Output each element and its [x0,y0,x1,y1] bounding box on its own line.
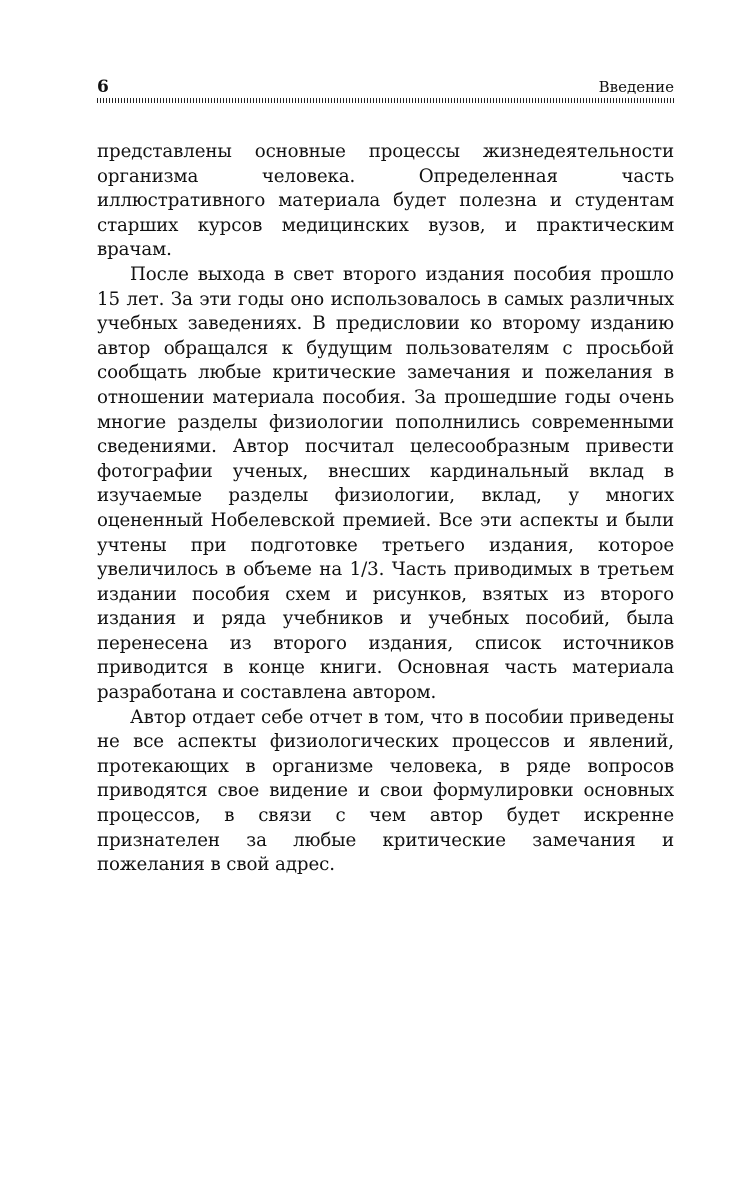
paragraph-continuation: представлены основные процессы жизнедеятельности организма человека. Определенная часть иллюстративного материала будет полезна и студентам старших курсов медицинских вузов, и практическим врачам. [97,141,674,261]
running-head [97,76,674,100]
section-title: Введение [598,78,674,96]
body-text [97,140,674,878]
paragraph-author-note: Автор отдает себе отчет в том, что в пособии приведены не все аспекты физиологических процессов и явлений, протекающих в организме человека, в ряде вопросов приводятся свое видение и свои формулировки основных процессов, в связи с чем автор будет искренне признателен за любые критические замечания и пожелания в свой адрес. [97,706,674,876]
paragraph-second-edition: После выхода в свет второго издания пособия прошло 15 лет. За эти годы оно использовалось в самых различных учебных заведениях. В предисловии ко второму изданию автор обращался к будущим пользователям с просьбой сообщать любые критические замечания и пожелания в отношении материала пособия. За прошедшие годы очень многие разделы физиологии пополнились современными сведениями. Автор посчитал целесообразным привести фотографии ученых, внесших кардинальный вклад в изучаемые разделы физиологии, вклад, у многих оцененный Нобелевской премией. Все эти аспекты и были учтены при подготовке третьего издания, которое увеличилось в объеме на 1/3. Часть приводимых в третьем издании пособия схем и рисунков, взятых из второго издания и ряда учебников и учебных пособий, была перенесена из второго издания, список источников приводится в конце книги. Основная часть материала разработана и составлена автором. [97,263,674,704]
header-dotted-rule [97,98,674,103]
page-number: 6 [97,77,109,97]
